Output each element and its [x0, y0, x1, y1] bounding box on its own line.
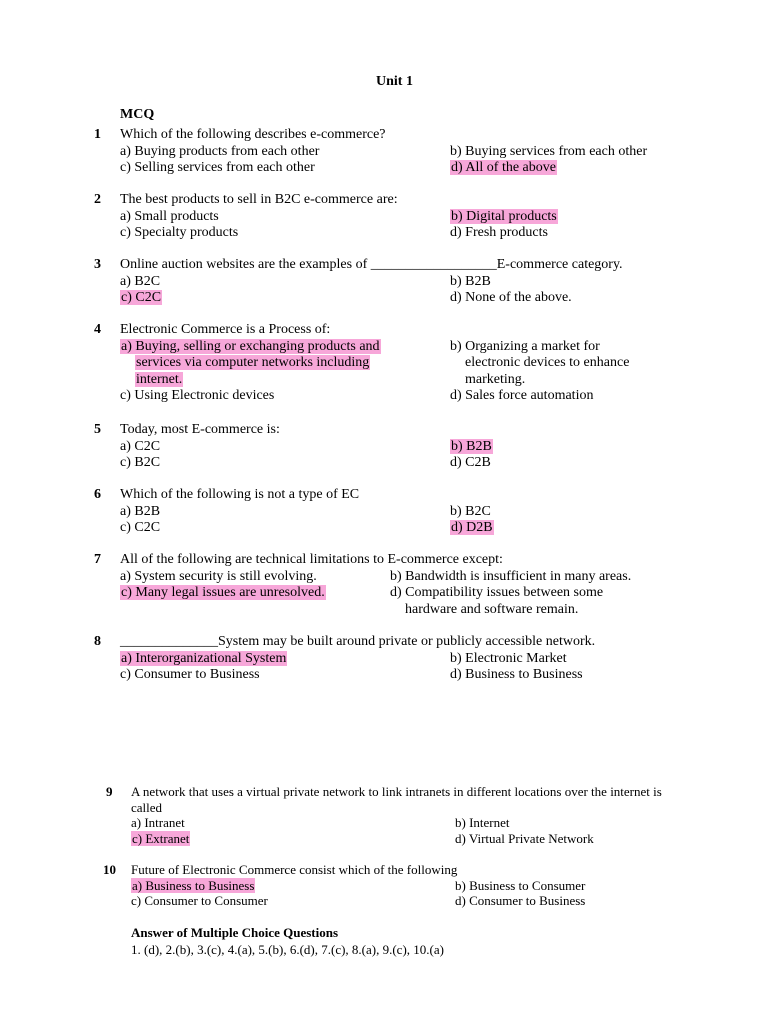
question-number: 9 [106, 784, 113, 799]
question-text: Which of the following is not a type of EC [120, 487, 360, 502]
options-row [120, 274, 714, 291]
question-number: 3 [94, 257, 101, 272]
question-text: Future of Electronic Commerce consist which of the following [131, 862, 458, 877]
option-a: a) B2C [120, 273, 161, 289]
option-d: d) Business to Business [450, 667, 583, 682]
options-row [120, 339, 714, 389]
option-b: b) Internet [455, 815, 510, 831]
question-number: 2 [94, 192, 101, 207]
option-a: a) Buying products from each other [120, 143, 320, 159]
option-d: d) Virtual Private Network [455, 831, 594, 847]
option-d: d) C2B [450, 455, 491, 470]
question-number: 10 [103, 862, 116, 877]
option-c: c) C2C [121, 290, 162, 305]
question-text: Online auction websites are the examples of __________________E-commerce category. [120, 257, 623, 272]
question-number: 5 [94, 422, 101, 437]
option-a: a) Intranet [131, 815, 185, 831]
option-b: b) Business to Consumer [455, 877, 586, 893]
question-text: ______________System may be built around private or publicly accessible network. [120, 634, 596, 649]
options-row [131, 893, 720, 909]
question-number: 6 [94, 487, 101, 502]
option-b: b) Bandwidth is insufficient in many areas. [390, 568, 632, 584]
question-5 [94, 422, 714, 472]
question-1 [94, 127, 714, 177]
question-9 [100, 784, 720, 847]
options-row [120, 209, 714, 226]
option-b: b) B2B [450, 273, 491, 289]
option-c: c) Specialty products [120, 225, 239, 240]
question-number: 8 [94, 634, 101, 649]
option-c: c) Using Electronic devices [120, 388, 275, 403]
option-b: b) Digital products [451, 208, 557, 224]
question-text: The best products to sell in B2C e-commerce are: [120, 192, 398, 207]
option-c: c) Extranet [132, 831, 190, 847]
option-a: a) C2C [120, 438, 161, 454]
option-d: d) Fresh products [450, 225, 548, 240]
question-3 [94, 257, 714, 307]
question-number: 4 [94, 322, 101, 337]
page-title: Unit 1 [376, 74, 413, 89]
option-c: c) C2C [120, 520, 161, 535]
option-d: d) All of the above [451, 160, 556, 175]
question-2 [94, 192, 714, 242]
options-row [131, 831, 720, 847]
question-number: 1 [94, 127, 101, 142]
options-row [120, 520, 714, 537]
option-a: a) System security is still evolving. [120, 568, 317, 584]
question-text: Today, most E-commerce is: [120, 422, 280, 437]
option-d: d) Compatibility issues between some hardware and software remain. [390, 585, 604, 617]
question-text: Electronic Commerce is a Process of: [120, 322, 331, 337]
options-row [120, 455, 714, 472]
option-b: b) B2C [450, 503, 491, 519]
question-7 [94, 552, 714, 618]
option-c: c) Consumer to Business [120, 667, 260, 682]
question-8 [94, 634, 714, 684]
question-text: Which of the following describes e-commerce? [120, 127, 386, 142]
option-d: d) None of the above. [450, 290, 572, 305]
option-c: c) Consumer to Consumer [131, 893, 268, 909]
question-10 [100, 862, 720, 909]
question-text: A network that uses a virtual private network to link intranets in different locations over the internet is called [131, 784, 662, 815]
section-heading: MCQ [120, 107, 155, 122]
option-a: a) Buying, selling or exchanging products and services via computer networks including internet. [121, 338, 380, 387]
option-c: c) B2C [120, 455, 161, 470]
option-d: d) Consumer to Business [455, 893, 586, 909]
question-6 [94, 487, 714, 537]
options-row [120, 651, 714, 668]
option-a: a) Business to Business [132, 877, 255, 893]
option-a: a) B2B [120, 503, 161, 519]
options-row [120, 290, 714, 307]
question-text: All of the following are technical limitations to E-commerce except: [120, 552, 503, 567]
option-c: c) Many legal issues are unresolved. [121, 585, 325, 600]
option-b: b) Electronic Market [450, 650, 567, 666]
options-row [120, 439, 714, 456]
options-row [120, 585, 714, 618]
question-number: 7 [94, 552, 101, 567]
answer-key-text: 1. (d), 2.(b), 3.(c), 4.(a), 5.(b), 6.(d), 7.(c), 8.(a), 9.(c), 10.(a) [131, 942, 444, 957]
options-row [120, 667, 714, 684]
option-b: b) Organizing a market for electronic devices to enhance marketing. [450, 338, 630, 387]
option-d: d) Sales force automation [450, 388, 594, 403]
options-row [120, 569, 714, 586]
answer-key-heading: Answer of Multiple Choice Questions [131, 925, 339, 940]
option-d: d) D2B [451, 520, 493, 535]
options-row [120, 225, 714, 242]
option-a: a) Small products [120, 208, 219, 224]
options-row [120, 160, 714, 177]
question-4 [94, 322, 714, 405]
option-c: c) Selling services from each other [120, 160, 315, 175]
option-b: b) B2B [451, 438, 492, 454]
options-row [120, 388, 714, 405]
options-row [120, 504, 714, 521]
options-row [120, 144, 714, 161]
option-b: b) Buying services from each other [450, 143, 648, 159]
options-row [131, 815, 720, 831]
option-a: a) Interorganizational System [121, 650, 287, 666]
options-row [131, 878, 720, 894]
